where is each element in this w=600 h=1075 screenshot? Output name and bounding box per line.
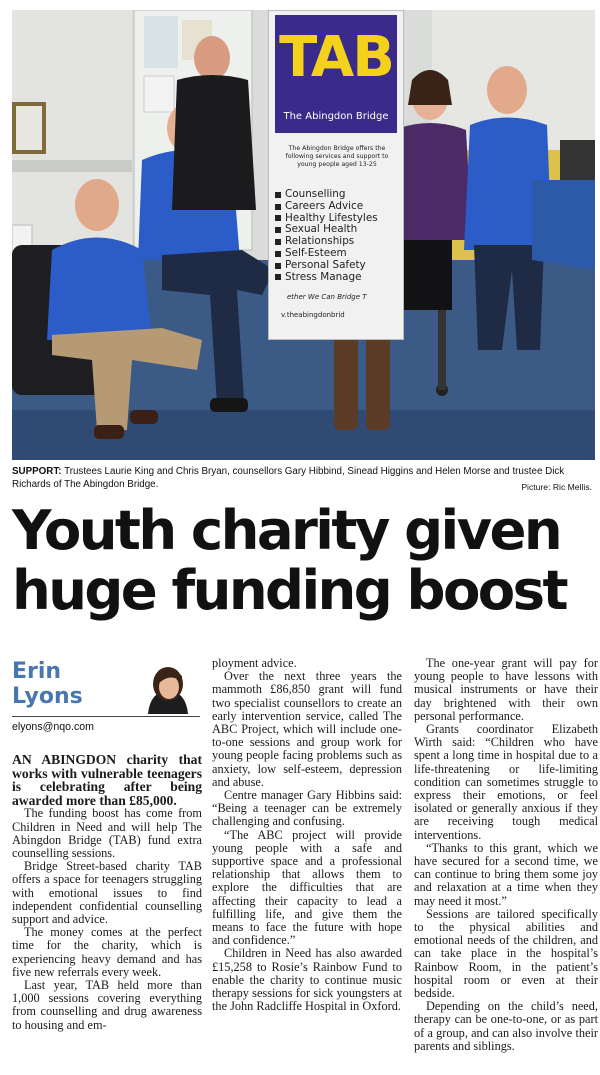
paragraph: Children in Need has also awarded £15,258 to Rosie’s Rainbow Fund to enable the charity to continue music therapy sessions for sick youngsters at the John Radcliffe Hospital in Oxford. (212, 946, 402, 1014)
service-label: Healthy Lifestyles (285, 211, 378, 224)
service-label: Stress Manage (285, 270, 362, 283)
article-column-3 (414, 657, 598, 1053)
paragraph: Bridge Street-based charity TAB offers a space for teenagers struggling with emotional issues to find independent confidential counselling support and advice. (12, 859, 202, 926)
bullet-icon (275, 263, 281, 269)
service-item (275, 201, 401, 213)
service-item (275, 260, 401, 272)
bullet-icon (275, 215, 281, 221)
article-lede: AN ABINGDON charity that works with vulnerable teenagers is celebrating after being awarded more than £85,000. (12, 752, 202, 808)
caption-label: SUPPORT: (12, 466, 62, 477)
headline-line-1: Youth charity given (12, 498, 561, 562)
paragraph: The one-year grant will pay for young people to have lessons with musical instruments or have their day brightened with their own personal performance. (414, 656, 598, 723)
paragraph: Grants coordinator Elizabeth Wirth said: “Children who have spent a long time in hospital due to a life-threatening or life-limiting condition can sometimes struggle to express their emotions, or feel isolated or generally anxious if they are receiving tough medical interventions. (414, 722, 598, 842)
service-label: Self-Esteem (285, 246, 347, 259)
paragraph: “Thanks to this grant, which we have secured for a second time, we can continue to bring them some joy and relaxation at a time when they may need it most.” (414, 840, 598, 908)
paragraph: “The ABC project will provide young people with a safe and supportive space and a professional relationship that allows them to explore the difficulties that are affecting their capacity to lead a fulfilling life, and give them the means to face the future with hope and confidence.” (212, 827, 402, 948)
feature-photo (12, 10, 595, 460)
paragraph-continuation: ployment advice. (212, 656, 297, 670)
author-email: elyons@nqo.com (12, 721, 95, 733)
service-label: Relationships (285, 235, 355, 248)
tab-logo (275, 15, 397, 133)
article-column-2 (212, 657, 402, 1013)
paragraph: The funding boost has come from Children in Need and will help The Abingdon Bridge (TAB) fund extra counselling sessions. (12, 806, 202, 860)
author-avatar (138, 662, 198, 714)
paragraph: Last year, TAB held more than 1,000 sessions covering everything from counselling and drug awareness to housing and em- (12, 978, 202, 1032)
logo-text: TAB (279, 25, 393, 90)
paragraph: Centre manager Gary Hibbins said: “Being a teenager can be extremely challenging and confusing. (212, 788, 402, 829)
caption-text: Trustees Laurie King and Chris Bryan, counsellors Gary Hibbind, Sinead Higgins and Helen Morse and trustee Dick Richards of The Abingdon Bridge. (12, 466, 565, 490)
author-last-name: Lyons (12, 684, 83, 709)
service-label: Careers Advice (285, 199, 364, 212)
photo-credit: Picture: Ric Mellis. (521, 482, 592, 492)
bullet-icon (275, 274, 281, 280)
author-first-name: Erin (12, 659, 62, 684)
banner-url: v.theabingdonbrid (281, 311, 345, 319)
photo-caption (12, 465, 596, 491)
paragraph: Sessions are tailored specifically to the physical abilities and emotional needs of the children, and can take place in the hospital’s Rainbow Room, in the patient’s hospital room or even at their bedside. (414, 906, 598, 1001)
services-list (275, 189, 401, 283)
logo-subtitle: The Abingdon Bridge (283, 111, 389, 122)
article-column-1 (12, 753, 202, 1032)
bullet-icon (275, 251, 281, 257)
banner-intro: The Abingdon Bridge offers the following services and support to young people aged 13-25 (285, 145, 389, 168)
paragraph: Depending on the child’s need, therapy can be one-to-one, or as part of a group, and can also involve their parents and siblings. (414, 999, 598, 1053)
bullet-icon (275, 192, 281, 198)
charity-banner (268, 10, 404, 340)
service-label: Personal Safety (285, 258, 366, 271)
byline (12, 660, 202, 720)
byline-rule (12, 716, 200, 717)
service-item (275, 248, 401, 260)
bullet-icon (275, 239, 281, 245)
headline (12, 500, 600, 620)
paragraph: The money comes at the perfect time for the charity, which is experiencing heavy demand and has five new referrals every week. (12, 925, 202, 979)
bullet-icon (275, 204, 281, 210)
headline-line-2: huge funding boost (12, 558, 566, 622)
service-label: Counselling (285, 188, 346, 200)
bullet-icon (275, 227, 281, 233)
banner-tagline: ether We Can Bridge T (287, 293, 367, 301)
paragraph: Over the next three years the mammoth £86,850 grant will fund two specialist counsellors to create an early intervention service, called The ABC Project, which will include one-to-one sessions and group work for young people facing problems such as anxiety, low self-esteem, depression and abuse. (212, 669, 402, 789)
service-item (275, 272, 401, 284)
service-label: Sexual Health (285, 223, 358, 236)
